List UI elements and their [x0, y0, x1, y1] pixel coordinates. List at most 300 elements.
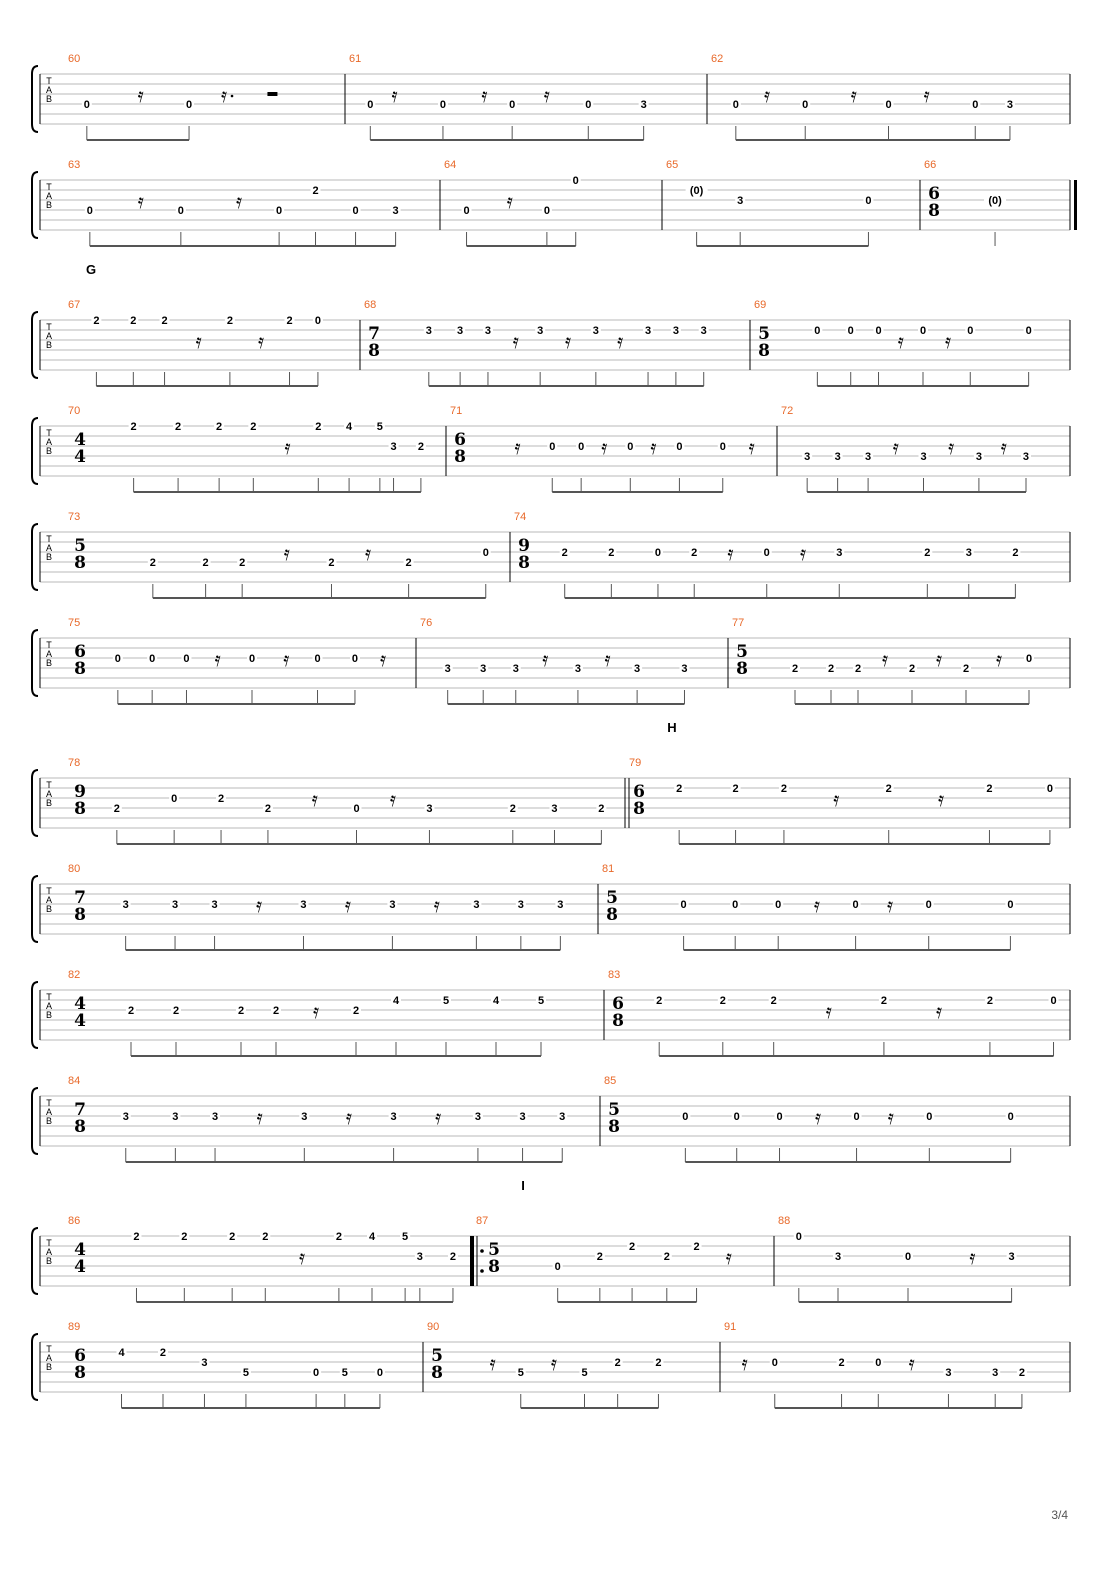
fret-number: 2	[854, 663, 862, 675]
measure	[711, 53, 1070, 140]
sixteenth-rest: 𝄿	[799, 541, 807, 565]
time-signature-bottom: 8	[431, 1363, 443, 1383]
repeat-thick-bar	[470, 1236, 474, 1286]
measure-number: 75	[68, 617, 81, 629]
fret-number: 3	[517, 899, 524, 911]
fret-number: 0	[1007, 899, 1014, 911]
measure-number: 66	[924, 159, 937, 171]
measure	[470, 1215, 774, 1302]
time-signature-top: 5	[608, 1100, 620, 1120]
system-bracket	[32, 418, 38, 484]
staff-system	[32, 511, 1070, 598]
fret-number: 3	[557, 899, 564, 911]
measure	[608, 969, 1070, 1056]
tab-clef-letter: A	[45, 1353, 53, 1363]
time-signature-bottom: 8	[606, 905, 618, 925]
tab-clef-letter: T	[46, 534, 52, 544]
measure	[68, 1075, 600, 1162]
measure-number: 89	[68, 1321, 81, 1333]
fret-number: 2	[328, 557, 335, 569]
sixteenth-rest: 𝄿	[887, 1105, 894, 1129]
tab-clef-letter: A	[45, 895, 53, 905]
fret-number: 0	[865, 195, 872, 207]
fret-number: 3	[444, 663, 451, 675]
sixteenth-rest: 𝄿	[564, 329, 572, 353]
measure-number: 77	[732, 617, 745, 629]
tab-clef-letter: T	[46, 780, 52, 790]
tab-clef-letter: B	[45, 200, 53, 210]
sixteenth-rest: 𝄿	[886, 893, 894, 917]
system-bracket	[32, 770, 38, 836]
fret-number: 2	[130, 421, 137, 433]
fret-number: 2	[663, 1251, 670, 1263]
measure-number: 64	[444, 159, 457, 171]
sixteenth-rest: 𝄿	[944, 329, 952, 353]
fret-number: 3	[574, 663, 581, 675]
fret-number: 2	[908, 663, 916, 675]
sixteenth-rest: 𝄿	[312, 999, 320, 1023]
fret-number: 3	[390, 1111, 397, 1123]
section-marker: I	[521, 1178, 525, 1193]
fret-number: 2	[509, 803, 516, 815]
measure-number: 62	[711, 53, 724, 65]
fret-number: 0	[578, 441, 585, 453]
fret-number: 0	[572, 175, 579, 187]
time-signature-bottom: 8	[758, 341, 770, 361]
time-signature-top: 5	[488, 1240, 500, 1260]
time-signature-top: 5	[758, 324, 770, 344]
sixteenth-rest: 𝄿	[601, 435, 608, 459]
fret-number: 3	[519, 1111, 526, 1123]
measure	[602, 863, 1070, 950]
measure	[68, 757, 625, 844]
fret-number: 0	[875, 325, 882, 337]
time-signature-top: 6	[612, 994, 624, 1014]
fret-number: 0	[847, 325, 854, 337]
measure-number: 68	[364, 299, 377, 311]
fret-number: 2	[149, 557, 156, 569]
fret-number: 2	[127, 1005, 135, 1017]
measure	[444, 159, 662, 246]
tab-clef-letter: A	[45, 1001, 53, 1011]
tab-clef-letter: T	[46, 992, 52, 1002]
fret-number: 0	[682, 1111, 689, 1123]
fret-number: 2	[217, 793, 225, 805]
sixteenth-rest: 𝄿	[214, 647, 221, 671]
fret-number: 0	[771, 1357, 778, 1369]
fret-number: 2	[262, 1231, 269, 1243]
fret-number: 3	[201, 1357, 208, 1369]
fret-number: 4	[392, 995, 400, 1007]
fret-number: 5	[517, 1367, 524, 1379]
tab-clef-letter: B	[45, 1116, 53, 1126]
fret-number: 3	[392, 205, 399, 217]
fret-number: 2	[93, 315, 100, 327]
time-signature-top: 7	[74, 888, 86, 908]
tab-clef-letter: B	[45, 904, 53, 914]
fret-number: 2	[239, 557, 246, 569]
fret-number: 3	[172, 1111, 179, 1123]
system-bracket	[32, 312, 38, 378]
fret-number: 4	[118, 1347, 125, 1359]
time-signature-top: 4	[74, 994, 86, 1014]
sixteenth-rest: 𝄿	[923, 83, 930, 107]
fret-number: 3	[1008, 1251, 1015, 1263]
fret-number: 2	[229, 1231, 236, 1243]
fret-number: 0	[763, 547, 770, 559]
time-signature-top: 9	[518, 536, 530, 556]
fret-number: 0	[972, 99, 979, 111]
fret-number: 2	[732, 783, 739, 795]
sixteenth-rest: 𝄿	[935, 647, 943, 671]
time-signature-bottom: 8	[368, 341, 380, 361]
fret-number: 3	[300, 899, 307, 911]
fret-number: 0	[276, 205, 283, 217]
fret-number: 0	[509, 99, 516, 111]
time-signature-bottom: 8	[488, 1257, 500, 1277]
sixteenth-rest: 𝄿	[299, 1245, 306, 1269]
fret-number: 3	[672, 325, 679, 337]
fret-number: 3	[865, 451, 872, 463]
measure-number: 83	[608, 969, 621, 981]
fret-number: 2	[838, 1357, 845, 1369]
time-signature-bottom: 8	[74, 1117, 86, 1137]
time-signature-bottom: 8	[454, 447, 466, 467]
staff-system	[32, 1075, 1070, 1162]
fret-number: 3	[1022, 451, 1030, 463]
fret-number: 2	[791, 663, 799, 675]
fret-number: 0	[313, 1367, 320, 1379]
sixteenth-rest: 𝄿	[344, 893, 352, 917]
fret-number: 2	[133, 1231, 140, 1243]
measure-number: 85	[604, 1075, 617, 1087]
measure	[778, 1215, 1070, 1302]
fret-number: 0	[680, 899, 687, 911]
fret-number: 0	[314, 653, 321, 665]
fret-number: 0	[732, 99, 739, 111]
tab-clef-letter: T	[46, 1098, 52, 1108]
tab-clef-letter: A	[45, 1107, 53, 1117]
measure-number: 76	[420, 617, 433, 629]
time-signature-bottom: 8	[74, 905, 86, 925]
fret-number: 5	[242, 1367, 249, 1379]
fret-number: 2	[237, 1005, 245, 1017]
fret-number: 2	[693, 1241, 700, 1253]
system-bracket	[32, 524, 38, 590]
fret-number: 0	[802, 99, 809, 111]
fret-number: 0	[654, 547, 662, 559]
fret-number: 3	[122, 1111, 129, 1123]
fret-number: 0	[926, 1111, 933, 1123]
staff-system	[32, 1321, 1070, 1408]
measure	[68, 53, 345, 140]
sixteenth-rest: 𝄿	[850, 83, 857, 107]
fret-number: 0	[376, 1367, 383, 1379]
fret-number: 0	[83, 99, 90, 111]
sixteenth-rest: 𝄿	[814, 1105, 822, 1129]
sixteenth-rest: 𝄿	[604, 647, 611, 671]
sixteenth-rest: 𝄿	[935, 999, 943, 1023]
staff-system	[32, 863, 1070, 950]
tab-clef-letter: B	[45, 658, 53, 668]
fret-number: 3	[122, 899, 129, 911]
time-signature-bottom: 8	[74, 659, 86, 679]
fret-number: 3	[484, 325, 492, 337]
fret-number: 0	[1025, 325, 1032, 337]
fret-number: 3	[211, 1111, 219, 1123]
fret-number: 3	[681, 663, 688, 675]
fret-number: 2	[596, 1251, 603, 1263]
measure-number: 71	[450, 405, 463, 417]
fret-number: 0	[114, 653, 121, 665]
system-bracket	[32, 982, 38, 1048]
tab-clef-letter: A	[45, 789, 53, 799]
sixteenth-rest: 𝄿	[195, 329, 202, 353]
fret-number: 2	[130, 315, 137, 327]
sixteenth-rest: 𝄿	[892, 435, 899, 459]
fret-number: 3	[834, 451, 841, 463]
measure	[629, 757, 1070, 844]
measure	[349, 53, 707, 140]
section-marker: H	[667, 720, 677, 735]
fret-number: 0	[86, 205, 93, 217]
fret-number: 2	[286, 315, 293, 327]
time-signature-top: 6	[633, 782, 645, 802]
fret-number: 2	[250, 421, 257, 433]
fret-number: 2	[770, 995, 777, 1007]
tab-clef-letter: B	[45, 1362, 53, 1372]
measure	[754, 299, 1070, 386]
sixteenth-rest: 𝄿	[311, 787, 318, 811]
measure	[781, 405, 1070, 492]
tab-clef-letter: T	[46, 1238, 52, 1248]
tab-clef-letter: A	[45, 85, 53, 95]
fret-number: 2	[272, 1005, 280, 1017]
fret-number: 2	[1012, 547, 1019, 559]
measure-number: 91	[724, 1321, 737, 1333]
fret-number: 0	[185, 99, 193, 111]
repeat-dot	[480, 1269, 484, 1273]
fret-number: 2	[405, 557, 412, 569]
time-signature-top: 5	[606, 888, 618, 908]
page-number: 3/4	[1051, 1508, 1068, 1522]
fret-number: 0	[248, 653, 256, 665]
sixteenth-rest: 𝄿	[514, 435, 521, 459]
fret-number: 3	[390, 441, 397, 453]
fret-number: 2	[924, 547, 931, 559]
time-signature-top: 4	[74, 430, 86, 450]
fret-number: 3	[416, 1251, 423, 1263]
fret-number: 2	[113, 803, 120, 815]
staff-system	[32, 262, 1070, 386]
tab-clef-letter: A	[45, 1247, 53, 1257]
sixteenth-rest: 𝄿	[969, 1245, 976, 1269]
sixteenth-rest: 𝄿	[897, 329, 904, 353]
sixteenth-rest: 𝄿	[881, 647, 889, 671]
measure	[68, 511, 510, 598]
fret-number: 2	[885, 783, 892, 795]
sixteenth-rest: 𝄿	[938, 787, 945, 811]
fret-number: 3	[301, 1111, 308, 1123]
measure-number: 80	[68, 863, 81, 875]
fret-number: 2	[676, 783, 683, 795]
measure	[68, 969, 604, 1056]
sixteenth-rest: 𝄿	[284, 435, 291, 459]
fret-number: 3	[457, 325, 464, 337]
time-signature-bottom: 8	[608, 1117, 620, 1137]
sixteenth-rest: 𝄿	[813, 893, 820, 917]
sixteenth-rest: 𝄿	[379, 647, 387, 671]
system-bracket	[32, 1228, 38, 1294]
measure	[427, 1321, 720, 1408]
fret-number: 0	[875, 1357, 882, 1369]
measure-number: 87	[476, 1215, 489, 1227]
fret-number: 2	[264, 803, 271, 815]
sixteenth-rest: 𝄿	[506, 189, 513, 213]
sixteenth-rest: 𝄿	[833, 787, 840, 811]
time-signature-top: 5	[736, 642, 748, 662]
fret-number: 0	[676, 441, 683, 453]
measure	[924, 159, 1077, 246]
fret-number: (0)	[689, 185, 704, 197]
fret-number: 0	[853, 1111, 860, 1123]
tab-clef-letter: T	[46, 182, 52, 192]
measure-number: 65	[666, 159, 679, 171]
fret-number: 5	[376, 421, 383, 433]
sixteenth-rest: 𝄿	[908, 1351, 915, 1375]
staff-system	[32, 1178, 1070, 1302]
sixteenth-rest: 𝄿	[550, 1351, 557, 1375]
fret-number: 0	[1007, 1111, 1014, 1123]
measure	[68, 159, 440, 246]
fret-number: 3	[945, 1367, 952, 1379]
fret-number: 3	[559, 1111, 566, 1123]
sixteenth-rest: 𝄿	[995, 647, 1003, 671]
fret-number: (0)	[988, 195, 1002, 207]
fret-number: 2	[1018, 1367, 1025, 1379]
time-signature-top: 5	[74, 536, 86, 556]
fret-number: 2	[986, 783, 993, 795]
fret-number: 2	[629, 1241, 636, 1253]
system-bracket	[32, 66, 38, 132]
fret-number: 0	[549, 441, 556, 453]
system-bracket	[32, 876, 38, 942]
measure	[450, 405, 777, 492]
tab-clef-letter: B	[45, 1256, 53, 1266]
fret-number: 4	[346, 421, 353, 433]
fret-number: 0	[177, 205, 184, 217]
tab-clef-letter: T	[46, 428, 52, 438]
measure-number: 70	[68, 405, 81, 417]
fret-number: 0	[1046, 783, 1053, 795]
sixteenth-rest: 𝄿	[512, 329, 519, 353]
staff-system	[32, 720, 1070, 844]
fret-number: 2	[655, 1357, 662, 1369]
time-signature-top: 6	[454, 430, 466, 450]
fret-number: 0	[775, 899, 782, 911]
fret-number: 2	[608, 547, 615, 559]
sixteenth-rest: 𝄿	[725, 1245, 732, 1269]
sixteenth-rest: 𝄿	[389, 787, 397, 811]
tab-clef-letter: T	[46, 886, 52, 896]
tab-clef-letter: B	[45, 1010, 53, 1020]
measure-number: 63	[68, 159, 81, 171]
fret-number: 2	[159, 1347, 167, 1359]
time-signature-bottom: 8	[74, 553, 86, 573]
measure	[514, 511, 1070, 598]
fret-number: 2	[614, 1357, 621, 1369]
fret-number: 2	[312, 185, 319, 197]
rest-dot	[231, 95, 234, 98]
fret-number: 2	[202, 557, 209, 569]
sixteenth-rest: 𝄿	[748, 435, 755, 459]
fret-number: 3	[480, 663, 487, 675]
staff-system	[32, 159, 1077, 246]
measure-number: 86	[68, 1215, 81, 1227]
measure-number: 61	[349, 53, 362, 65]
fret-number: 3	[551, 803, 558, 815]
fret-number: 3	[426, 803, 433, 815]
measure	[604, 1075, 1070, 1162]
fret-number: 2	[962, 663, 970, 675]
fret-number: 2	[161, 315, 168, 327]
sixteenth-rest: 𝄿	[435, 1105, 442, 1129]
fret-number: 4	[368, 1231, 376, 1243]
fret-number: 3	[473, 899, 480, 911]
tab-clef-letter: A	[45, 437, 53, 447]
fret-number: 0	[776, 1111, 783, 1123]
fret-number: 3	[474, 1111, 481, 1123]
sixteenth-rest: 𝄿	[391, 83, 398, 107]
sixteenth-rest: 𝄿	[364, 541, 372, 565]
fret-number: 2	[172, 1005, 180, 1017]
fret-number: 0	[814, 325, 821, 337]
fret-number: 3	[211, 899, 218, 911]
time-signature-top: 6	[74, 1346, 86, 1366]
measure	[68, 1321, 423, 1408]
fret-number: 0	[925, 899, 932, 911]
fret-number: 0	[314, 315, 321, 327]
tab-clef-letter: T	[46, 640, 52, 650]
measure	[724, 1321, 1070, 1408]
time-signature-bottom: 8	[928, 201, 940, 221]
fret-number: 0	[733, 1111, 740, 1123]
system-bracket	[32, 630, 38, 696]
time-signature-bottom: 8	[736, 659, 748, 679]
fret-number: 3	[737, 195, 744, 207]
staff-system	[32, 617, 1070, 704]
fret-number: 0	[367, 99, 374, 111]
sixteenth-rest: 𝄿	[948, 435, 955, 459]
final-barline	[1074, 180, 1077, 230]
sixteenth-rest: 𝄿	[137, 83, 144, 107]
fret-number: 2	[656, 995, 663, 1007]
fret-number: 3	[425, 325, 432, 337]
measure-number: 74	[514, 511, 527, 523]
repeat-dot	[480, 1249, 484, 1253]
fret-number: 3	[640, 99, 647, 111]
measure-number: 60	[68, 53, 81, 65]
fret-number: 2	[880, 995, 887, 1007]
sixteenth-rest: 𝄿	[489, 1351, 496, 1375]
fret-number: 3	[920, 451, 927, 463]
tab-clef-letter: B	[45, 94, 53, 104]
fret-number: 0	[149, 653, 156, 665]
time-signature-bottom: 8	[612, 1011, 624, 1031]
tab-clef-letter: A	[45, 649, 53, 659]
sixteenth-rest: 𝄿	[345, 1105, 353, 1129]
sixteenth-rest: 𝄿	[650, 435, 657, 459]
